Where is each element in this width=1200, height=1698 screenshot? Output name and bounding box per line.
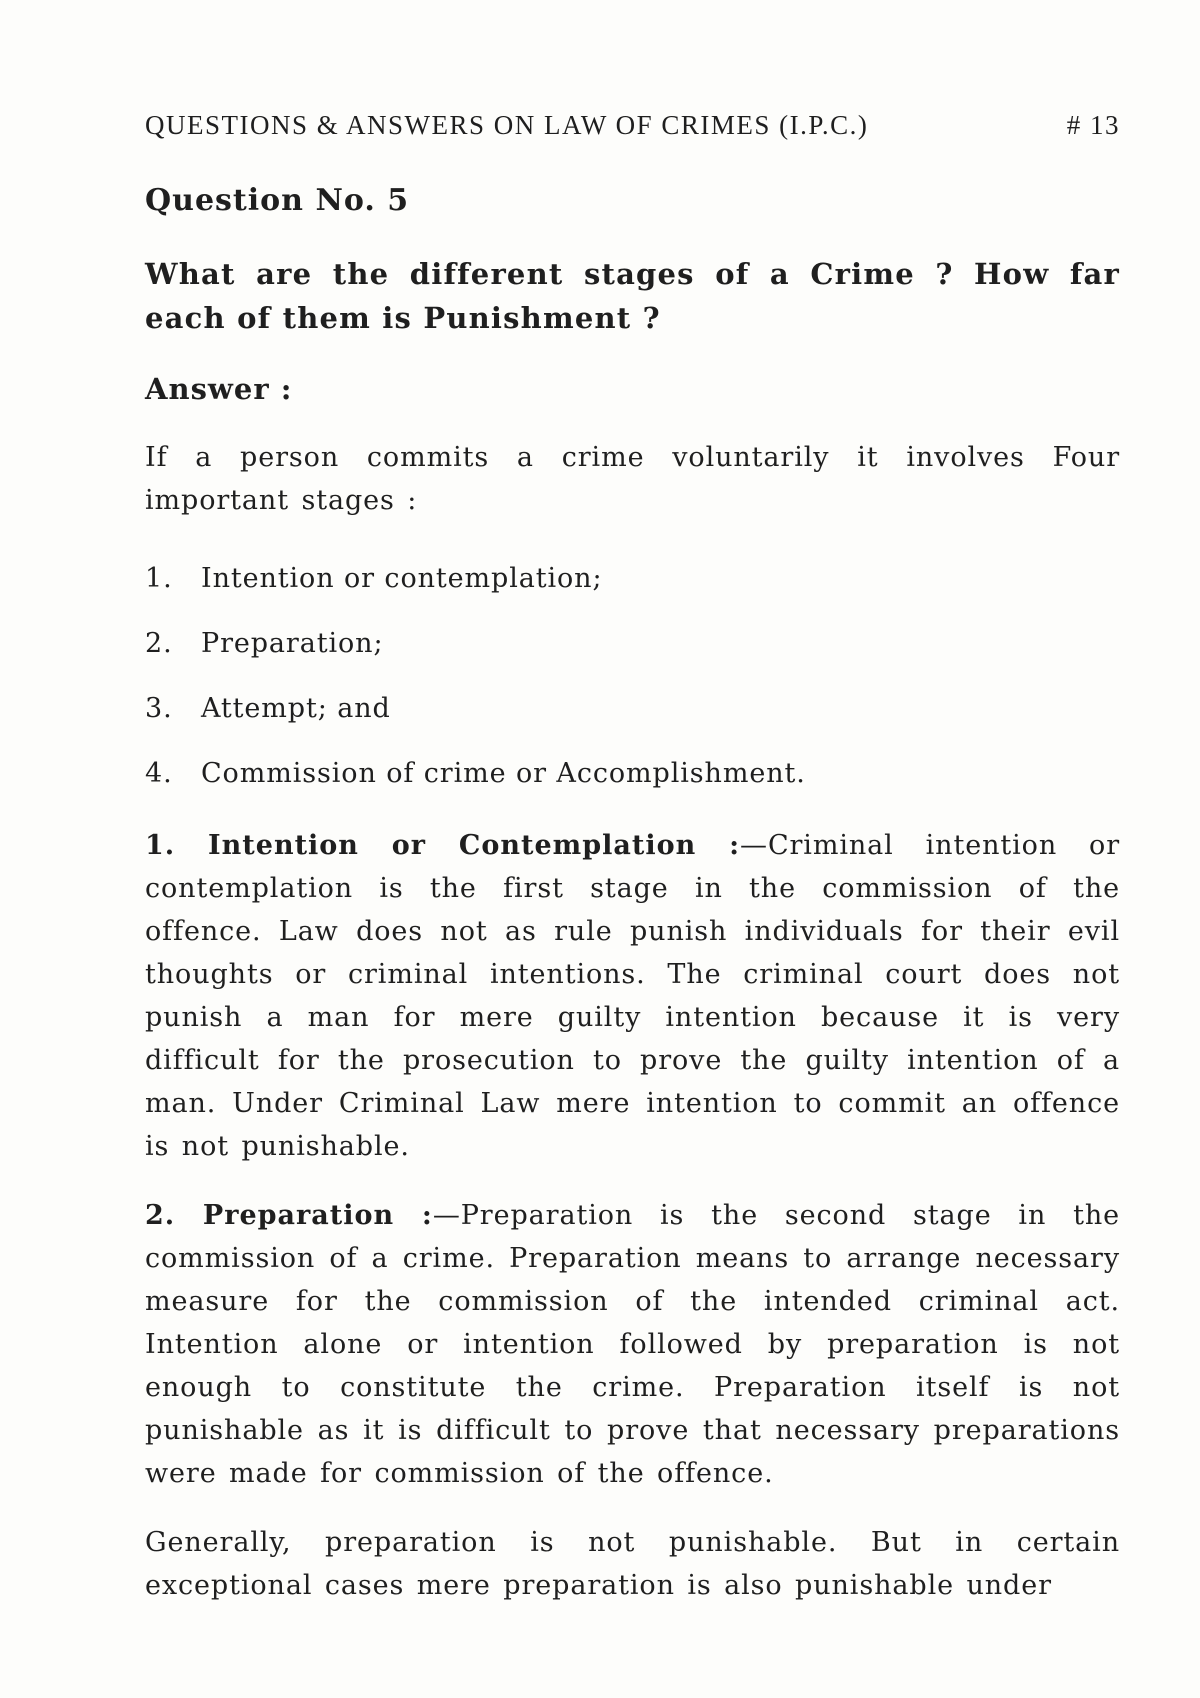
list-item-label: Attempt; and bbox=[201, 693, 391, 724]
running-header bbox=[145, 110, 1120, 141]
section-intention bbox=[145, 824, 1120, 1168]
list-item bbox=[145, 741, 1120, 806]
section-preparation bbox=[145, 1194, 1120, 1495]
list-item-number: 1. bbox=[145, 563, 173, 594]
section-body: —Criminal intention or contemplation is the first stage in the commission of the offence. Law does not as rule punish individuals for their evil thoughts or criminal intentions. The criminal court does not punish a man for mere guilty intention because it is very difficult for the prosecution to prove the guilty intention of a man. Under Criminal Law mere intention to commit an offence is not punishable. bbox=[145, 830, 1121, 1162]
list-item-number: 2. bbox=[145, 628, 173, 659]
section-heading: 1. Intention or Contemplation : bbox=[145, 830, 741, 861]
list-item bbox=[145, 546, 1120, 611]
list-item-number: 4. bbox=[145, 758, 173, 789]
list-item-label: Intention or contemplation; bbox=[201, 563, 603, 594]
list-item-number: 3. bbox=[145, 693, 173, 724]
book-title: QUESTIONS & ANSWERS ON LAW OF CRIMES (I.P.C.) bbox=[145, 110, 869, 140]
question-text: What are the different stages of a Crime ? How far each of them is Punishment ? bbox=[145, 257, 1120, 335]
list-item bbox=[145, 611, 1120, 676]
section-heading: 2. Preparation : bbox=[145, 1200, 433, 1231]
closing-paragraph: Generally, preparation is not punishable. But in certain exceptional cases mere preparation is also punishable under bbox=[145, 1527, 1120, 1601]
answer-intro: If a person commits a crime voluntarily it involves Four important stages : bbox=[145, 442, 1120, 516]
list-item-label: Commission of crime or Accomplishment. bbox=[201, 758, 806, 789]
answer-label: Answer : bbox=[145, 372, 293, 406]
list-item-label: Preparation; bbox=[201, 628, 384, 659]
page-number: # 13 bbox=[1066, 110, 1120, 140]
list-item bbox=[145, 676, 1120, 741]
section-body: —Preparation is the second stage in the commission of a crime. Preparation means to arrange necessary measure for the commission of the intended criminal act. Intention alone or intention followed by preparation is not enough to constitute the crime. Preparation itself is not punishable as it is difficult to prove that necessary preparations were made for commission of the offence. bbox=[145, 1200, 1120, 1489]
stages-list bbox=[145, 546, 1120, 806]
question-number: Question No. 5 bbox=[145, 183, 410, 218]
